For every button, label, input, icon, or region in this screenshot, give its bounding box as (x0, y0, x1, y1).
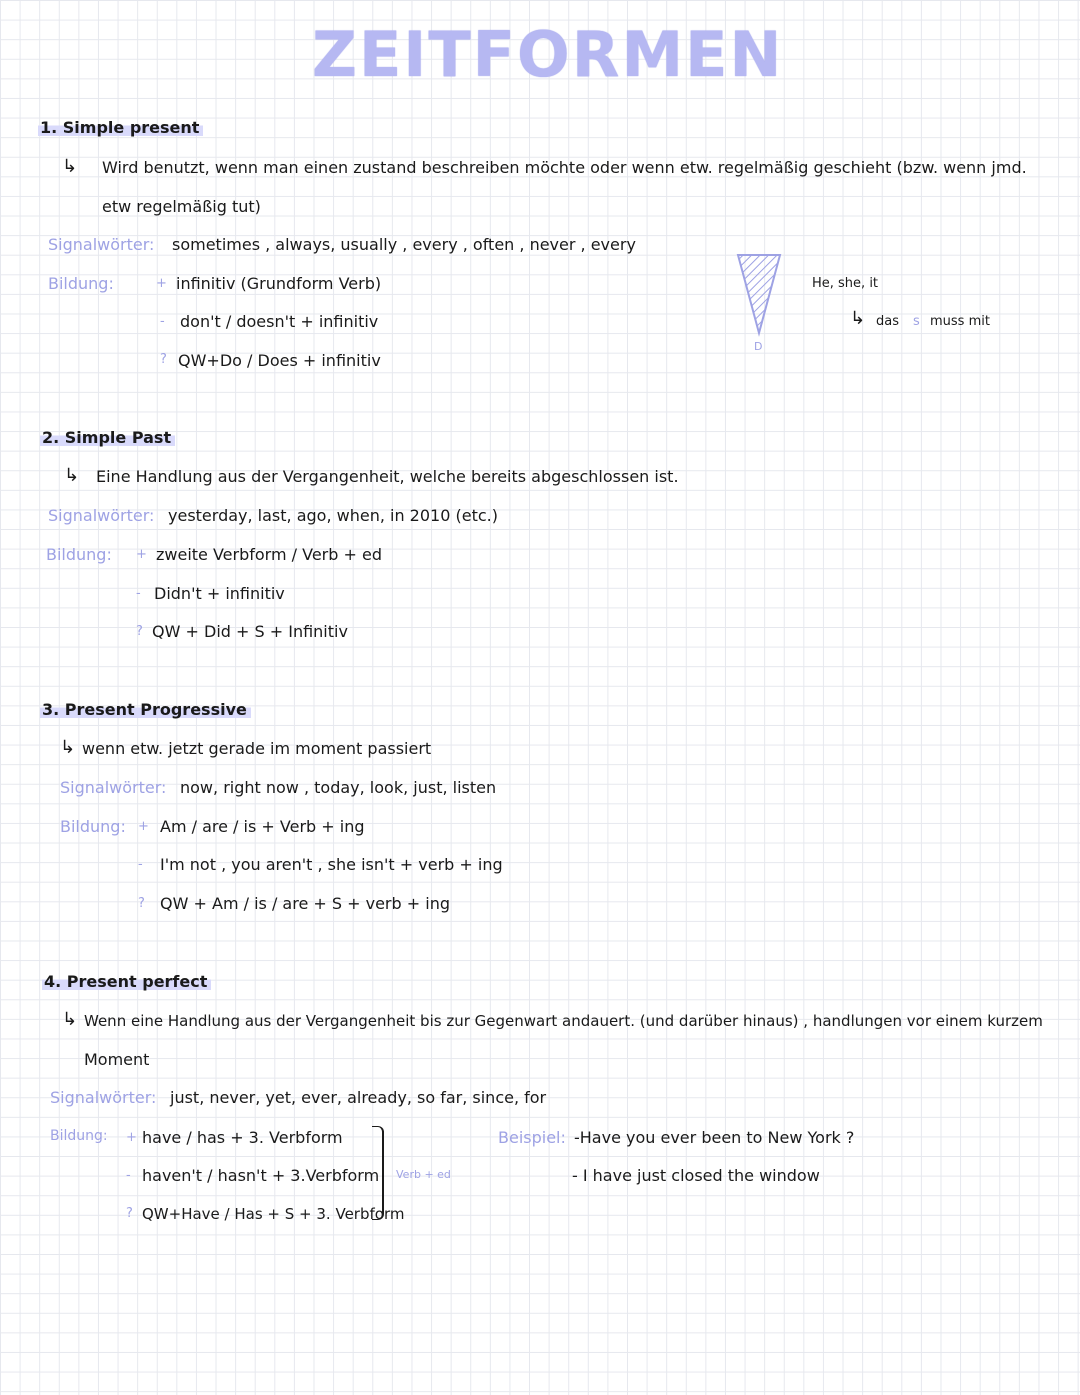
minus-symbol: - (160, 314, 165, 329)
rule-negative: haven't / hasn't + 3.Verbform (142, 1166, 380, 1185)
plus-symbol: + (138, 819, 149, 834)
arrow-icon: ↳ (62, 1009, 78, 1030)
signal-words-label: Signalwörter: (48, 506, 155, 525)
arrow-icon: ↳ (60, 737, 76, 758)
rule-question: QW+Have / Has + S + 3. Verbform (142, 1205, 405, 1223)
section-3-heading: 3. Present Progressive (40, 700, 251, 719)
arrow-icon: ↳ (850, 308, 866, 329)
signal-words: yesterday, last, ago, when, in 2010 (etc.) (168, 506, 498, 525)
rule-positive: infinitiv (Grundform Verb) (176, 274, 382, 293)
rule-question: QW+Do / Does + infinitiv (178, 351, 381, 370)
plus-symbol: + (136, 547, 147, 562)
plus-symbol: + (126, 1130, 137, 1145)
rule-positive: have / has + 3. Verbform (142, 1128, 343, 1147)
note-muss-mit: muss mit (930, 314, 990, 329)
section-1-heading: 1. Simple present (38, 118, 203, 137)
rule-negative: Didn't + infinitiv (154, 584, 285, 603)
note-s: s (913, 314, 920, 329)
plus-symbol: + (156, 276, 167, 291)
rule-positive: zweite Verbform / Verb + ed (156, 545, 382, 564)
bracket-brace (372, 1126, 384, 1220)
question-symbol: ? (160, 352, 167, 367)
minus-symbol: - (136, 586, 141, 601)
question-symbol: ? (126, 1206, 133, 1221)
section-1-description: Wird benutzt, wenn man einen zustand beschreiben möchte oder wenn etw. regelmäßig geschieht (bzw. wenn jmd. (102, 158, 1027, 177)
section-4-heading: 4. Present perfect (42, 972, 211, 991)
example-1: -Have you ever been to New York ? (574, 1128, 855, 1147)
verb-ed-note: Verb + ed (396, 1168, 451, 1181)
arrow-icon: ↳ (62, 156, 78, 177)
minus-symbol: - (126, 1168, 131, 1183)
bildung-label: Bildung: (60, 817, 126, 836)
note-das: das (876, 314, 899, 329)
bildung-label: Bildung: (46, 545, 112, 564)
section-4-description-cont: Moment (84, 1050, 150, 1069)
triangle-label: D (754, 340, 763, 353)
arrow-icon: ↳ (64, 465, 80, 486)
question-symbol: ? (136, 624, 143, 639)
example-label: Beispiel: (498, 1128, 566, 1147)
rule-negative: I'm not , you aren't , she isn't + verb + ing (160, 855, 503, 874)
minus-symbol: - (138, 857, 143, 872)
rule-question: QW + Did + S + Infinitiv (152, 622, 348, 641)
section-2-description: Eine Handlung aus der Vergangenheit, welche bereits abgeschlossen ist. (96, 467, 679, 486)
section-3-description: wenn etw. jetzt gerade im moment passiert (82, 739, 432, 758)
signal-words: just, never, yet, ever, already, so far, since, for (170, 1088, 547, 1107)
signal-words-label: Signalwörter: (60, 778, 167, 797)
example-2: - I have just closed the window (572, 1166, 820, 1185)
rule-negative: don't / doesn't + infinitiv (180, 312, 379, 331)
signal-words-label: Signalwörter: (50, 1088, 157, 1107)
bildung-label: Bildung: (50, 1128, 108, 1144)
rule-question: QW + Am / is / are + S + verb + ing (160, 894, 450, 913)
page-title: ZEITFORMEN (312, 18, 784, 91)
signal-words-label: Signalwörter: (48, 235, 155, 254)
bildung-label: Bildung: (48, 274, 114, 293)
question-symbol: ? (138, 896, 145, 911)
signal-words: now, right now , today, look, just, listen (180, 778, 497, 797)
rule-positive: Am / are / is + Verb + ing (160, 817, 365, 836)
section-4-description: Wenn eine Handlung aus der Vergangenheit bis zur Gegenwart andauert. (und darüber hinaus) , handlungen vor einem kurzem (84, 1012, 1043, 1030)
signal-words: sometimes , always, usually , every , often , never , every (172, 235, 636, 254)
section-2-heading: 2. Simple Past (40, 428, 175, 447)
note-pronouns: He, she, it (812, 276, 879, 291)
section-1-description-cont: etw regelmäßig tut) (102, 197, 261, 216)
